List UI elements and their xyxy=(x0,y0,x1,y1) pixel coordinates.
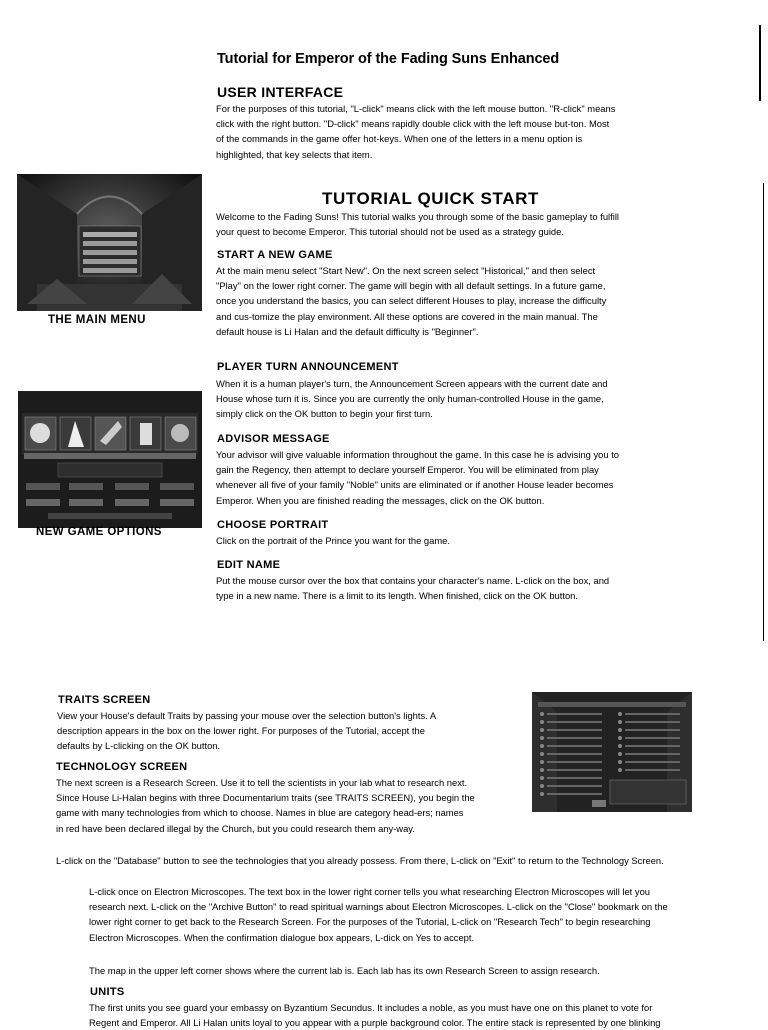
edit-name-text: Put the mouse cursor over the box that contains your character's name. L-click on the box, and type in a new name. There is a limit to its length. When finished, click on the OK button. xyxy=(216,575,610,602)
new-game-options-screenshot xyxy=(18,391,202,528)
document-title: Tutorial for Emperor of the Fading Suns Enhanced xyxy=(217,51,560,67)
margin-rule-top xyxy=(759,25,761,101)
user-interface-text: For the purposes of this tutorial, "L-click" means click with the left mouse button. "R-click" means click with the right button. "D-click" means rapidly double click with the left mouse but-ton. Most of the commands in the game offer hot-keys. When one of the letters in a menu option is highlighted, that key selects that item. xyxy=(216,103,616,160)
technology-text: The next screen is a Research Screen. Use it to tell the scientists in your lab what to research next. Since House Li-Halan begins with three Documentarium traits (see TRAITS SCREEN), you begin the game with many technologies from which to choose. Names in blue are category head-ers; names in red have been declared illegal by the Church, but you could research them any-way. xyxy=(56,777,475,834)
main-menu-caption: THE MAIN MENU xyxy=(48,314,146,326)
technology-heading: TECHNOLOGY SCREEN xyxy=(56,761,188,773)
map-instruction: The map in the upper left corner shows where the current lab is. Each lab has its own Research Screen to assign research. xyxy=(89,965,600,976)
start-new-game-text: At the main menu select "Start New". On the next screen select "Historical," and then select "Play" on the lower right corner. The game will begin with all default settings. In a future game, once you understand the basics, you can select different Houses to play, increase the difficulty and cus-tomize the play environment. All these options are covered in the main manual. The default house is Li Halan and the default difficulty is "Beginner". xyxy=(216,265,607,337)
traits-screenshot xyxy=(532,692,692,812)
main-menu-screenshot xyxy=(17,174,202,311)
units-text: The first units you see guard your embassy on Byzantium Secundus. It includes a noble, as you must have one on this planet to vote for Regent and Emperor. All Li Halan units loyal to you appear with a purple background color. The entire stack is represented by one blinking xyxy=(89,1002,661,1029)
edit-name-heading: EDIT NAME xyxy=(217,559,281,571)
database-instruction: L-click on the "Database" button to see the technologies that you already possess. From there, L-click on "Exit" to return to the Technology Screen. xyxy=(56,855,664,866)
advisor-text: Your advisor will give valuable information throughout the game. In this case he is advising you to gain the Regency, then attempt to declare yourself Emperor. You will be eliminated from play whenever all five of your family "Noble" units are eliminated or if another House leader becomes Emperor. When you are finished reading the messages, click on the OK button. xyxy=(216,449,620,506)
traits-heading: TRAITS SCREEN xyxy=(58,694,151,706)
portrait-text: Click on the portrait of the Prince you want for the game. xyxy=(216,535,450,546)
traits-text: View your House's default Traits by passing your mouse over the selection button's lights. A description appears in the box on the lower right. For purposes of the Tutorial, accept the defaults by L-clicking on the OK button. xyxy=(57,710,437,752)
user-interface-heading: USER INTERFACE xyxy=(217,84,344,100)
quick-start-text: Welcome to the Fading Suns! This tutorial walks you through some of the basic gameplay to fulfill your quest to become Emperor. This tutorial should not be used as a strategy guide. xyxy=(216,211,619,238)
new-game-options-caption: NEW GAME OPTIONS xyxy=(36,526,162,538)
quick-start-heading: TUTORIAL QUICK START xyxy=(322,189,539,208)
advisor-heading: ADVISOR MESSAGE xyxy=(217,433,330,445)
player-turn-text: When it is a human player's turn, the Announcement Screen appears with the current date and House whose turn it is. Since you are currently the only human-controlled House in the game, simply click on the OK button to begin your first turn. xyxy=(216,378,608,420)
margin-rule-right xyxy=(763,183,764,641)
player-turn-heading: PLAYER TURN ANNOUNCEMENT xyxy=(217,361,399,373)
units-heading: UNITS xyxy=(90,986,125,998)
portrait-heading: CHOOSE PORTRAIT xyxy=(217,519,329,531)
start-new-game-heading: START A NEW GAME xyxy=(217,249,333,261)
electron-microscopes-text: L-click once on Electron Microscopes. The text box in the lower right corner tells you what researching Electron Microscopes will let you research next. L-click on the "Archive Button" to read spiritual warnings about Electron Microscopes. L-click on the "Close" bookmark on the lower right corner to get back to the Research Screen. For the purposes of the Tutorial, L-click on "Research Tech" to begin researching Electron Microscopes. When the confirmation dialogue box appears, L-dick on Yes to accept. xyxy=(89,886,668,943)
